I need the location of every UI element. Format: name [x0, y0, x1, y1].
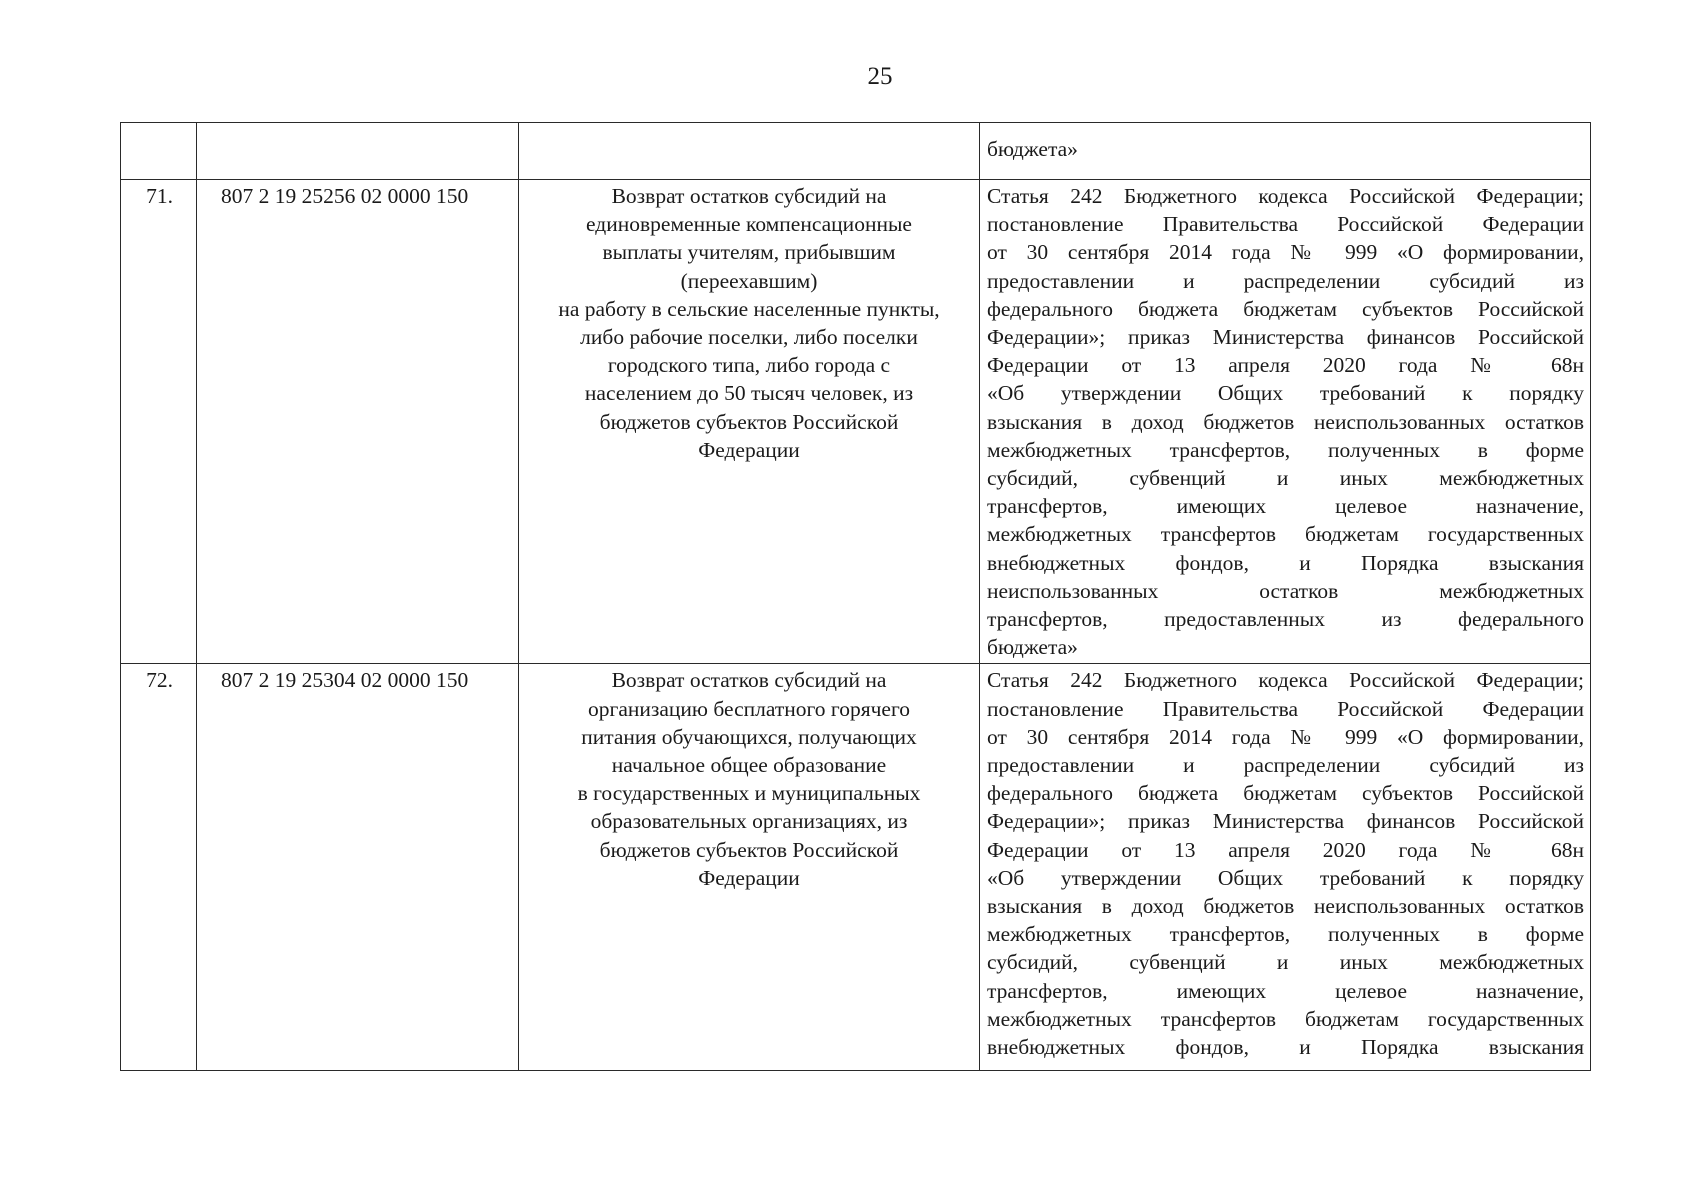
name-line: начальное общее образование — [611, 753, 887, 778]
basis-line: субсидий, субвенций и иных межбюджетных — [987, 950, 1584, 975]
name-line: в государственных и муниципальных — [577, 781, 921, 806]
name-line: организацию бесплатного горячего — [588, 696, 910, 721]
basis-line: Федерации от 13 апреля 2020 года № 68н — [987, 353, 1584, 378]
cell-legal-basis — [980, 664, 1591, 1071]
name-line: на работу в сельские населенные пункты, — [558, 296, 940, 321]
name-line: Возврат остатков субсидий на — [611, 668, 887, 693]
cell-name — [519, 180, 980, 664]
basis-line: Статья 242 Бюджетного кодекса Российской Федерации; — [987, 668, 1584, 693]
basis-line: внебюджетных фондов, и Порядка взыскания — [987, 1035, 1584, 1060]
basis-line: от 30 сентября 2014 года № 999 «О формировании, — [987, 240, 1584, 265]
basis-line: внебюджетных фондов, и Порядка взыскания — [987, 550, 1584, 575]
name-line: единовременные компенсационные — [586, 212, 912, 237]
name-line: образовательных организациях, из — [590, 809, 908, 834]
basis-line: предоставлении и распределении субсидий из — [987, 268, 1584, 293]
cell-name — [519, 664, 980, 1071]
basis-line: постановление Правительства Российской Федерации — [987, 212, 1584, 237]
basis-line: от 30 сентября 2014 года № 999 «О формировании, — [987, 724, 1584, 749]
basis-line: трансфертов, имеющих целевое назначение, — [987, 494, 1584, 519]
basis-line: межбюджетных трансфертов, полученных в форме — [987, 437, 1584, 462]
name-line: Возврат остатков субсидий на — [611, 184, 887, 208]
cell-number: 71. — [121, 180, 197, 664]
basis-line: трансфертов, имеющих целевое назначение, — [987, 978, 1584, 1003]
basis-line: межбюджетных трансфертов бюджетам государственных — [987, 522, 1584, 547]
basis-line: федерального бюджета бюджетам субъектов Российской — [987, 296, 1584, 321]
table-row — [121, 180, 1591, 664]
cell-code: 807 2 19 25304 02 0000 150 — [197, 664, 519, 1071]
table-row — [121, 664, 1591, 1071]
cell-number: 72. — [121, 664, 197, 1071]
name-line: питания обучающихся, получающих — [581, 724, 917, 749]
name-line: либо рабочие поселки, либо поселки — [580, 325, 918, 350]
basis-line: «Об утверждении Общих требований к порядку — [987, 865, 1584, 890]
basis-line: постановление Правительства Российской Федерации — [987, 696, 1584, 721]
basis-line: федерального бюджета бюджетам субъектов Российской — [987, 781, 1584, 806]
cell-code: 807 2 19 25256 02 0000 150 — [197, 180, 519, 664]
basis-line: «Об утверждении Общих требований к порядку — [987, 381, 1584, 406]
basis-line: Федерации»; приказ Министерства финансов Российской — [987, 809, 1584, 834]
page-number: 25 — [867, 63, 893, 90]
name-line: бюджетов субъектов Российской — [599, 837, 899, 862]
basis-line: межбюджетных трансфертов бюджетам государственных — [987, 1006, 1584, 1031]
name-line: Федерации — [698, 437, 800, 462]
basis-line: бюджета» — [987, 635, 1078, 660]
name-line: (переехавшим) — [680, 268, 818, 293]
cell-number — [121, 123, 197, 180]
cell-name — [519, 123, 980, 180]
cell-legal-basis — [980, 123, 1591, 180]
basis-line: межбюджетных трансфертов, полученных в форме — [987, 922, 1584, 947]
cell-code — [197, 123, 519, 180]
name-line: бюджетов субъектов Российской — [599, 409, 899, 434]
basis-line: Федерации»; приказ Министерства финансов Российской — [987, 325, 1584, 350]
table-row-continued — [121, 123, 1591, 180]
name-line: Федерации — [698, 865, 800, 890]
cell-legal-basis — [980, 180, 1591, 664]
basis-line: Федерации от 13 апреля 2020 года № 68н — [987, 837, 1584, 862]
basis-line: бюджета» — [987, 137, 1078, 161]
basis-line: взыскания в доход бюджетов неиспользованных остатков — [987, 409, 1584, 434]
income-codes-table — [120, 122, 1591, 1071]
basis-line: взыскания в доход бюджетов неиспользованных остатков — [987, 894, 1584, 919]
name-line: населением до 50 тысяч человек, из — [584, 381, 914, 406]
name-line: выплаты учителям, прибывшим — [602, 240, 896, 265]
basis-line: трансфертов, предоставленных из федерального — [987, 607, 1584, 632]
basis-line: субсидий, субвенций и иных межбюджетных — [987, 466, 1584, 491]
basis-line: неиспользованных остатков межбюджетных — [987, 578, 1584, 603]
name-line: городского типа, либо города с — [607, 353, 891, 378]
basis-line: Статья 242 Бюджетного кодекса Российской Федерации; — [987, 184, 1584, 208]
basis-line: предоставлении и распределении субсидий из — [987, 753, 1584, 778]
